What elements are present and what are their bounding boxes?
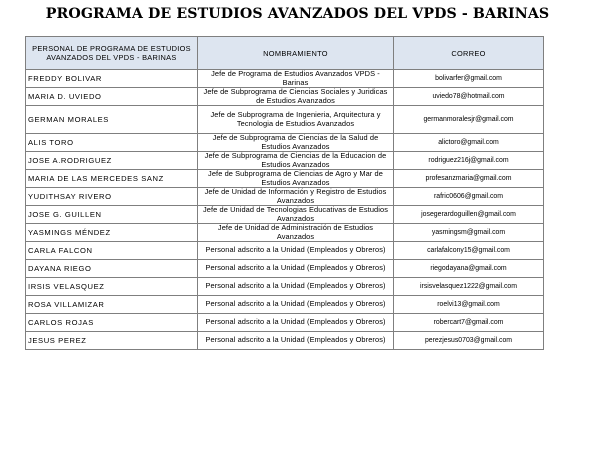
staff-email: germanmoralesjr@gmail.com: [394, 106, 544, 134]
table-header-row: [26, 37, 544, 70]
table-row: [26, 242, 544, 260]
table-row: [26, 278, 544, 296]
staff-name: CARLOS ROJAS: [26, 314, 198, 332]
staff-name: MARIA D. UVIEDO: [26, 88, 198, 106]
staff-role: Jefe de Unidad de Información y Registro de Estudios Avanzados: [198, 188, 394, 206]
staff-name: GERMAN MORALES: [26, 106, 198, 134]
staff-table: [25, 36, 544, 350]
table-row: [26, 332, 544, 350]
staff-email: uviedo78@hotmail.com: [394, 88, 544, 106]
staff-name: MARIA DE LAS MERCEDES SANZ: [26, 170, 198, 188]
staff-email: rafric0606@gmail.com: [394, 188, 544, 206]
staff-role: Personal adscrito a la Unidad (Empleados y Obreros): [198, 314, 394, 332]
table-row: [26, 106, 544, 134]
staff-email: profesanzmaria@gmail.com: [394, 170, 544, 188]
table-row: [26, 206, 544, 224]
page-title: PROGRAMA DE ESTUDIOS AVANZADOS DEL VPDS - BARINAS: [45, 6, 550, 22]
staff-role: Personal adscrito a la Unidad (Empleados y Obreros): [198, 332, 394, 350]
table-row: [26, 70, 544, 88]
table-row: [26, 224, 544, 242]
table-row: [26, 152, 544, 170]
staff-email: carlafalcony15@gmail.com: [394, 242, 544, 260]
table-row: [26, 314, 544, 332]
staff-name: JOSE A.RODRIGUEZ: [26, 152, 198, 170]
staff-name: YASMINGS MÉNDEZ: [26, 224, 198, 242]
staff-email: perezjesus0703@gmail.com: [394, 332, 544, 350]
staff-role: Jefe de Subprograma de Ciencias Sociales y Juridicas de Estudios Avanzados: [198, 88, 394, 106]
staff-role: Jefe de Subprograma de Ciencias de la Educacion de Estudios Avanzados: [198, 152, 394, 170]
staff-role: Jefe de Subprograma de Ciencias de Agro y Mar de Estudios Avanzados: [198, 170, 394, 188]
table-row: [26, 188, 544, 206]
staff-name: IRSIS VELASQUEZ: [26, 278, 198, 296]
staff-name: FREDDY BOLIVAR: [26, 70, 198, 88]
staff-email: roelvi13@gmail.com: [394, 296, 544, 314]
staff-name: ROSA VILLAMIZAR: [26, 296, 198, 314]
staff-email: irsisvelasquez1222@gmail.com: [394, 278, 544, 296]
table-row: [26, 296, 544, 314]
staff-email: rodriguez216j@gmail.com: [394, 152, 544, 170]
table-row: [26, 134, 544, 152]
staff-role: Jefe de Subprograma de Ciencias de la Salud de Estudios Avanzados: [198, 134, 394, 152]
staff-name: JESUS PEREZ: [26, 332, 198, 350]
staff-role: Jefe de Subprograma de Ingenieria, Arquitectura y Tecnologia de Estudios Avanzados: [198, 106, 394, 134]
staff-name: DAYANA RIEGO: [26, 260, 198, 278]
staff-email: bolivarfer@gmail.com: [394, 70, 544, 88]
staff-name: YUDITHSAY RIVERO: [26, 188, 198, 206]
staff-email: alictoro@gmail.com: [394, 134, 544, 152]
staff-name: JOSE G. GUILLEN: [26, 206, 198, 224]
staff-name: ALIS TORO: [26, 134, 198, 152]
table-row: [26, 88, 544, 106]
staff-role: Jefe de Programa de Estudios Avanzados VPDS - Barinas: [198, 70, 394, 88]
column-header-personal: PERSONAL DE PROGRAMA DE ESTUDIOS AVANZADOS DEL VPDS - BARINAS: [26, 37, 198, 70]
staff-role: Jefe de Unidad de Administración de Estudios Avanzados: [198, 224, 394, 242]
staff-role: Jefe de Unidad de Tecnologias Educativas de Estudios Avanzados: [198, 206, 394, 224]
table-row: [26, 260, 544, 278]
staff-email: josegerardoguillen@gmail.com: [394, 206, 544, 224]
staff-email: robercart7@gmail.com: [394, 314, 544, 332]
staff-email: yasmingsm@gmail.com: [394, 224, 544, 242]
column-header-nombramiento: NOMBRAMIENTO: [198, 37, 394, 70]
staff-role: Personal adscrito a la Unidad (Empleados y Obreros): [198, 260, 394, 278]
table-row: [26, 170, 544, 188]
staff-role: Personal adscrito a la Unidad (Empleados y Obreros): [198, 296, 394, 314]
column-header-correo: CORREO: [394, 37, 544, 70]
staff-email: riegodayana@gmail.com: [394, 260, 544, 278]
staff-role: Personal adscrito a la Unidad (Empleados y Obreros): [198, 278, 394, 296]
staff-role: Personal adscrito a la Unidad (Empleados y Obreros): [198, 242, 394, 260]
staff-name: CARLA FALCON: [26, 242, 198, 260]
